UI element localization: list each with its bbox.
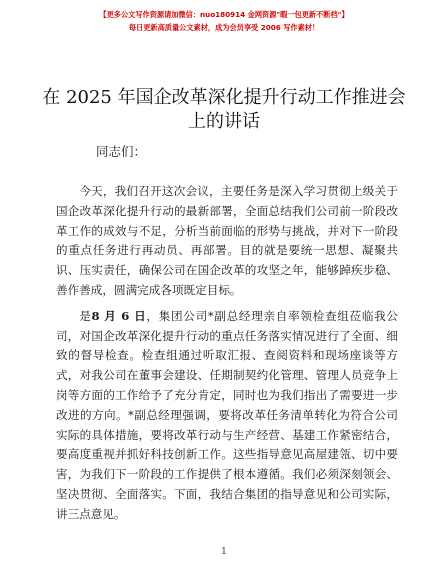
promo-banner <box>0 8 448 34</box>
promo-banner-line1: 【更多公文写作资源请加微信：nuo180914 金网资源"暇一包更新不断档"】 <box>99 10 349 19</box>
inspection-date: 8 月 6 日 <box>91 308 147 323</box>
document-title: 在 2025 年国企改革深化提升行动工作推进会上的讲话 <box>42 87 406 132</box>
promo-banner-line2: 每日更新高质量公文素材，成为会员享受 2006 写作素材！ <box>128 23 320 32</box>
document-body <box>56 182 398 531</box>
paragraph-inspection-lead: 是 <box>79 308 92 323</box>
page-number: 1 <box>221 547 227 557</box>
salutation: 同志们： <box>96 144 147 159</box>
paragraph-intro: 今天，我们召开这次会议，主要任务是深入学习贯彻上级关于国企改革深化提升行动的最新部署，全面总结我们公司前一阶段改革工作的成效与不足，分析当前面临的形势与挑战，并对下一阶段的重点任务进行再动员、再部署。目的就是要统一思想、凝聚共识、压实责任，确保公司在国企改革的攻坚之年，能够踔疾步稳、善作善成，圆满完成各项既定目标。 <box>56 184 398 297</box>
paragraph-inspection-rest: ，集团公司*副总经理亲自率领检查组莅临我公司，对国企改革深化提升行动的重点任务落实情况进行了全面、细致的督导检查。检查组通过听取汇报、查阅资料和现场座谈等方式，对我公司在董事会建设、任期制契约化管理、管理人员竞争上岗等方面的工作给予了充分肯定，同时也为我们指出了需要进一步改进的方向。*副总经理强调，要将改革任务清单转化为符合公司实际的具体措施，要将改革行动与生产经营、基建工作紧密结合，要高度重视并抓好科技创新工作。这些指导意见高屋建瓴、切中要害，为我们下一阶段的工作提供了根本遵循。我们必须深刻领会、坚决贯彻、全面落实。下面，我结合集团的指导意见和公司实际，讲三点意见。 <box>56 308 398 521</box>
paragraph-inspection <box>56 307 398 525</box>
